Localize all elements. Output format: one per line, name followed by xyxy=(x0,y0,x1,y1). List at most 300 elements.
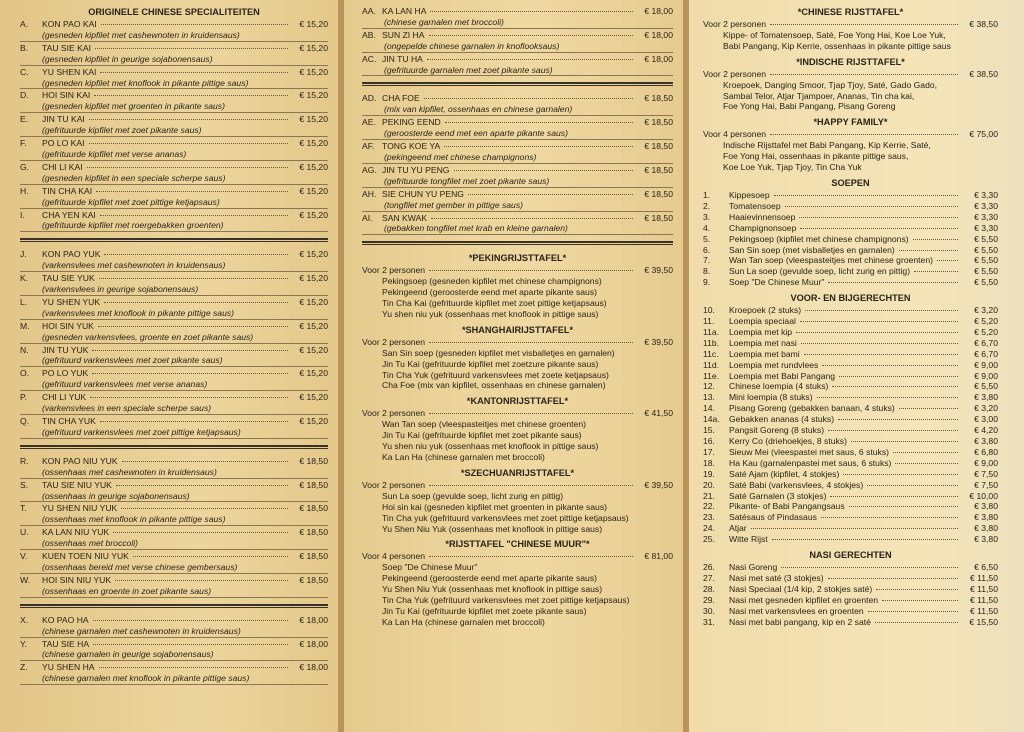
item-price: € 5,50 xyxy=(974,266,998,277)
item-price: € 5,50 xyxy=(974,381,998,392)
dish-description: (gefrituurde kipfilet met roergebakken groenten) xyxy=(20,220,328,232)
dish-row xyxy=(20,662,328,673)
menu-item-row xyxy=(703,480,998,491)
dish-row xyxy=(20,392,328,403)
divider xyxy=(362,241,673,245)
leader-dots xyxy=(876,589,958,590)
rice-table-price: € 41,50 xyxy=(644,408,673,419)
dish-row xyxy=(362,141,673,152)
leader-dots xyxy=(899,250,958,251)
dish-row xyxy=(20,639,328,650)
dish-name: JIN TU HA xyxy=(382,53,423,64)
dish-price: € 18,00 xyxy=(299,614,328,625)
item-price: € 9,00 xyxy=(974,457,998,468)
rice-table-line: Tin Cha Yuk (gefrituurd varkensvlees met zoete ketjapsaus) xyxy=(382,369,609,380)
dish-name: TONG KOE YA xyxy=(382,141,441,152)
leader-dots xyxy=(121,508,288,509)
section-title-nasi: NASI GERECHTEN xyxy=(809,550,892,561)
dish-row xyxy=(20,575,328,586)
dish-price: € 15,20 xyxy=(299,42,328,53)
dish-code: V. xyxy=(20,551,28,562)
dish-row xyxy=(20,615,328,626)
dish-price: € 18,50 xyxy=(644,188,673,199)
rice-table-line: Cha Foe (mix van kipfilet, ossenhaas en chinese garnalen) xyxy=(382,380,606,391)
item-name: Tomatensoep xyxy=(729,200,781,211)
item-name: Ha Kau (garnalenpastei met saus, 6 stuks) xyxy=(729,457,892,468)
dish-description: (gebakken tongfilet met krab en kleine garnalen) xyxy=(362,223,673,235)
item-name: Nasi met babi pangang, kip en 2 saté xyxy=(729,616,871,627)
item-name: San Sin soep (met visballetjes en garnalen) xyxy=(729,244,895,255)
menu-item-row xyxy=(703,606,998,617)
dish-row xyxy=(20,345,328,356)
leader-dots xyxy=(99,667,288,668)
dish-price: € 15,20 xyxy=(299,90,328,101)
leader-dots xyxy=(899,408,958,409)
item-number: 9. xyxy=(703,277,711,288)
item-name: Sun La soep (gevulde soep, licht zurig en pittig) xyxy=(729,266,911,277)
dish-code: M. xyxy=(20,320,30,331)
dish-description: (gefrituurde garnalen met zoet pikante saus) xyxy=(362,65,673,77)
menu-item-row xyxy=(703,371,998,382)
rice-table-line: Yu Shen Niu Yuk (ossenhaas met knoflook in pittige saus) xyxy=(382,584,603,595)
leader-dots xyxy=(799,217,958,218)
leader-dots xyxy=(828,430,958,431)
persons-label: Voor 2 personen xyxy=(703,19,767,29)
leader-dots xyxy=(828,578,958,579)
dish-price: € 18,50 xyxy=(644,141,673,152)
item-number: 24. xyxy=(703,523,715,534)
dish-description: (gesneden kipfilet met knoflook in pikante pittige saus) xyxy=(20,78,328,90)
item-price: € 3,30 xyxy=(974,200,998,211)
rice-table-title: *SHANGHAIRIJSTTAFEL* xyxy=(461,324,574,335)
leader-dots xyxy=(843,474,958,475)
menu-item-row xyxy=(703,584,998,595)
dish-price: € 15,20 xyxy=(299,66,328,77)
item-name: Loempia met rundvlees xyxy=(729,359,819,370)
dish-row xyxy=(20,368,328,379)
dish-code: F. xyxy=(20,138,27,149)
dish-code: D. xyxy=(20,90,29,101)
dish-description: (ossenhaas met knoflook in pikante pittige saus) xyxy=(20,514,328,526)
rice-table-price: € 81,00 xyxy=(644,551,673,562)
leader-dots xyxy=(914,271,958,272)
dish-description: (varkensvlees in geurige sojabonensaus) xyxy=(20,284,328,296)
dish-name: TIN CHA YUK xyxy=(42,416,96,426)
rice-table-title: *SZECHUANRIJSTTAFEL* xyxy=(460,467,575,478)
dish-description: (ossenhaas en groente in zoet pikante saus) xyxy=(20,586,328,598)
leader-dots xyxy=(429,342,633,343)
dish-code: E. xyxy=(20,114,29,125)
dish-code: G. xyxy=(20,161,30,172)
item-price: € 11,50 xyxy=(969,572,998,583)
dish-code: T. xyxy=(20,503,27,514)
leader-dots xyxy=(87,167,288,168)
dish-name: KUEN TOEN NIU YUK xyxy=(42,551,129,562)
item-name: Gebakken ananas (4 stuks) xyxy=(729,414,835,425)
item-number: 28. xyxy=(703,583,715,594)
nasi-list xyxy=(703,562,998,627)
leader-dots xyxy=(104,254,288,255)
dish-description: (gesneden kipfilet met cashewnoten in kruidensaus) xyxy=(20,30,328,42)
leader-dots xyxy=(751,528,958,529)
rice-table-line: Yu Shen Niu Yuk (ossenhaas met knoflook in pittige saus) xyxy=(382,523,603,534)
dish-description: (chinese garnalen in geurige sojabonensaus) xyxy=(20,649,328,661)
item-name: Champignonsoep xyxy=(729,222,797,233)
dish-description: (chinese garnalen met cashewnoten in kruidensaus) xyxy=(20,626,328,638)
leader-dots xyxy=(92,350,288,351)
dish-price: € 18,50 xyxy=(644,93,673,104)
item-price: € 5,50 xyxy=(974,244,998,255)
rice-table-persons-row xyxy=(703,129,998,140)
item-number: 6. xyxy=(703,244,711,255)
dish-code: AE. xyxy=(362,117,376,128)
item-number: 14. xyxy=(703,403,715,414)
menu-item-row xyxy=(703,190,998,201)
dish-code: J. xyxy=(20,249,27,260)
dish-code: R. xyxy=(20,455,29,466)
leader-dots xyxy=(895,463,958,464)
leader-dots xyxy=(429,270,633,271)
item-number: 1. xyxy=(703,189,711,200)
item-number: 11d. xyxy=(703,359,720,370)
dish-price: € 18,50 xyxy=(644,164,673,175)
item-price: € 3,20 xyxy=(974,305,998,316)
item-number: 29. xyxy=(703,594,715,605)
item-name: Pekingsoep (kipfilet met chinese champignons) xyxy=(729,233,909,244)
item-price: € 6,50 xyxy=(974,562,998,573)
item-price: € 3,20 xyxy=(974,403,998,414)
dish-code: AB. xyxy=(362,29,376,40)
menu-panel-left xyxy=(0,0,338,732)
item-price: € 6,80 xyxy=(974,446,998,457)
rice-table-persons-row xyxy=(362,265,673,276)
dish-row xyxy=(20,138,328,149)
dish-price: € 18,50 xyxy=(299,574,328,585)
leader-dots xyxy=(116,485,288,486)
leader-dots xyxy=(113,532,288,533)
dish-code: S. xyxy=(20,479,29,490)
menu-item-row xyxy=(703,381,998,392)
item-name: Kerry Co (driehoekjes, 8 stuks) xyxy=(729,436,847,446)
dish-description: (ossenhaas met cashewnoten in kruidensaus) xyxy=(20,467,328,479)
persons-label: Voor 2 personen xyxy=(362,265,426,276)
item-name: Saté Ajam (kipfilet, 4 stokjes) xyxy=(729,468,840,479)
rice-table-line: Ka Lan Ha (chinese garnalen met broccoli) xyxy=(382,452,545,462)
rice-table-line: Kippe- of Tomatensoep, Saté, Foe Yong Hai, Koe Loe Yuk, xyxy=(723,29,946,40)
dish-price: € 15,20 xyxy=(299,296,328,307)
dish-price: € 18,50 xyxy=(299,479,328,490)
item-name: Satésaus of Pindasaus xyxy=(729,512,817,523)
dish-price: € 18,50 xyxy=(299,527,328,538)
dish-group-shrimp-more xyxy=(362,6,673,76)
dish-code: AD. xyxy=(362,93,377,104)
item-name: Nasi met saté (3 stokjes) xyxy=(729,572,824,583)
dish-row xyxy=(20,503,328,514)
rice-table-persons-row xyxy=(362,337,673,348)
item-name: Loempia speciaal xyxy=(729,316,796,327)
item-number: 4. xyxy=(703,222,711,233)
item-number: 11a. xyxy=(703,326,720,337)
item-number: 30. xyxy=(703,605,715,616)
spacer xyxy=(362,628,673,632)
dish-name: CHA FOE xyxy=(382,93,420,104)
rice-table-line: Jin Tu Kai (gefrituurde kipfilet met zoete pikante saus) xyxy=(382,605,587,616)
leader-dots xyxy=(99,278,288,279)
dish-row xyxy=(362,6,673,17)
item-number: 14a. xyxy=(703,414,720,425)
menu-item-row xyxy=(703,469,998,480)
leader-dots xyxy=(429,35,634,36)
menu-item-row xyxy=(703,436,998,447)
dish-description: (varkensvlees met knoflook in pikante pittige saus) xyxy=(20,308,328,320)
rice-table-price: € 75,00 xyxy=(969,129,998,140)
item-price: € 5,50 xyxy=(974,233,998,244)
leader-dots xyxy=(92,373,288,374)
dish-row xyxy=(20,527,328,538)
rice-table-title: *CHINESE RIJSTTAFEL* xyxy=(797,7,904,17)
dish-code: Q. xyxy=(20,416,30,426)
leader-dots xyxy=(796,332,958,333)
item-number: 22. xyxy=(703,501,715,512)
dish-description: (gefrituurd varkensvlees met zoet pittige ketjapsaus) xyxy=(20,427,328,439)
dish-price: € 15,20 xyxy=(299,19,328,29)
item-price: € 9,00 xyxy=(974,370,998,381)
rice-table-line: Babi Pangang, Kip Kerrie, ossenhaas in pikante pittige saus xyxy=(723,40,951,51)
rice-table-line: Foe Yong Hai, Babi Pangang, Pisang Goreng xyxy=(723,101,896,112)
item-name: Chinese loempia (4 stuks) xyxy=(729,381,829,392)
dish-name: KA LAN NIU YUK xyxy=(42,527,110,538)
item-number: 11e. xyxy=(703,370,720,381)
dish-code: L. xyxy=(20,296,28,307)
item-price: € 9,00 xyxy=(974,359,998,370)
item-number: 7. xyxy=(703,255,711,266)
rice-table-line: Pekingeend (geroosterde eend met aparte pikante saus) xyxy=(382,573,597,584)
leader-dots xyxy=(90,397,288,398)
dish-price: € 15,20 xyxy=(299,161,328,172)
dish-row xyxy=(20,67,328,78)
leader-dots xyxy=(424,98,633,99)
dish-price: € 15,20 xyxy=(299,320,328,331)
item-price: € 15,50 xyxy=(969,616,998,627)
dish-code: AA. xyxy=(362,6,376,16)
persons-label: Voor 4 personen xyxy=(703,129,767,140)
dish-name: KON PAO NIU YUK xyxy=(42,455,118,466)
rice-table-persons-row xyxy=(362,551,673,562)
dish-code: AG. xyxy=(362,164,377,175)
dish-row xyxy=(362,30,673,41)
leader-dots xyxy=(93,644,288,645)
rice-table-line: Tin Cha Kai (gefrituurde kipfilet met zoet pittige ketjapsaus) xyxy=(382,298,607,309)
dish-description: (gefrituurde tongfilet met zoet pikante saus) xyxy=(362,176,673,188)
leader-dots xyxy=(122,461,288,462)
leader-dots xyxy=(893,452,958,453)
dish-description: (tongfilet met gember in pittige saus) xyxy=(362,200,673,212)
dish-name: HOI SIN KAI xyxy=(42,90,91,101)
dish-price: € 15,20 xyxy=(299,138,328,149)
leader-dots xyxy=(772,539,958,540)
dish-description: (mix van kipfilet, ossenhaas en chinese garnalen) xyxy=(362,104,673,116)
dish-row xyxy=(362,93,673,104)
item-price: € 4,20 xyxy=(974,425,998,436)
item-name: Loempia met nasi xyxy=(729,337,797,348)
item-number: 25. xyxy=(703,534,715,545)
dish-code: AH. xyxy=(362,188,377,199)
item-name: Loempia met bami xyxy=(729,348,800,359)
item-name: Witte Rijst xyxy=(729,534,768,545)
rice-table-line: Jin Tu Kai (gefrituurde kipfilet met zoet pikante saus) xyxy=(382,430,582,441)
dish-code: N. xyxy=(20,344,29,355)
leader-dots xyxy=(805,310,958,311)
section-title-starters: VOOR- EN BIJGERECHTEN xyxy=(790,293,911,304)
item-price: € 3,30 xyxy=(974,222,998,233)
menu-item-row xyxy=(703,212,998,223)
dish-price: € 15,20 xyxy=(299,249,328,260)
soup-list xyxy=(703,190,998,288)
divider xyxy=(20,604,328,608)
dish-price: € 15,20 xyxy=(299,392,328,403)
leader-dots xyxy=(133,556,288,557)
leader-dots xyxy=(830,496,958,497)
item-number: 21. xyxy=(703,490,715,501)
item-price: € 7,50 xyxy=(974,468,998,479)
item-number: 10. xyxy=(703,305,715,316)
dish-description: (gefrituurd varkensvlees met zoet pikante saus) xyxy=(20,355,328,367)
dish-row xyxy=(20,456,328,467)
dish-row xyxy=(362,189,673,200)
dish-code: C. xyxy=(20,66,29,77)
dish-name: HOI SIN YUK xyxy=(42,320,94,331)
leader-dots xyxy=(100,421,288,422)
item-name: Nasi met varkensvlees en groenten xyxy=(729,605,864,616)
item-name: Pikante- of Babi Pangangsaus xyxy=(729,501,845,512)
dish-price: € 18,00 xyxy=(644,29,673,40)
leader-dots xyxy=(100,72,288,73)
leader-dots xyxy=(430,11,633,12)
dish-code: P. xyxy=(20,392,28,403)
dish-name: TAU SIE NIU YUK xyxy=(42,479,112,490)
dish-description: (gesneden varkensvlees, groente en zoet pikante saus) xyxy=(20,332,328,344)
menu-item-row xyxy=(703,277,998,288)
menu-item-row xyxy=(703,534,998,545)
item-price: € 6,70 xyxy=(974,348,998,359)
dish-price: € 18,00 xyxy=(299,638,328,649)
item-name: Haaievinnensoep xyxy=(729,211,796,222)
dish-row xyxy=(20,480,328,491)
dish-code: A. xyxy=(20,19,29,29)
rice-table-line: Tin Cha yuk (gefrituurd varkensvlees met zoet pittige ketjapsaus) xyxy=(382,512,629,523)
leader-dots xyxy=(431,218,633,219)
dish-name: TAU SIE HA xyxy=(42,638,90,649)
dish-description: (gesneden kipfilet met groenten in pikante saus) xyxy=(20,101,328,113)
dish-name: CHI LI YUK xyxy=(42,392,87,403)
item-price: € 3,30 xyxy=(974,211,998,222)
dish-price: € 18,00 xyxy=(644,53,673,64)
dish-group-shrimp xyxy=(20,615,328,685)
menu-item-row xyxy=(703,617,998,628)
leader-dots xyxy=(770,74,958,75)
item-price: € 3,00 xyxy=(974,414,998,425)
dish-row xyxy=(20,321,328,332)
leader-dots xyxy=(429,556,633,557)
rice-table-price: € 38,50 xyxy=(969,19,998,29)
dish-name: YU SHEN YUK xyxy=(42,296,101,307)
dish-description: (ossenhaas met broccoli) xyxy=(20,538,328,550)
rice-table-title: *RIJSTTAFEL "CHINESE MUUR"* xyxy=(445,539,590,550)
menu-item-row xyxy=(703,245,998,256)
rice-table-persons-row xyxy=(362,480,673,491)
persons-label: Voor 4 personen xyxy=(362,551,426,562)
dish-row xyxy=(362,165,673,176)
dish-code: AI. xyxy=(362,212,373,223)
dish-code: B. xyxy=(20,42,29,53)
menu-item-row xyxy=(703,201,998,212)
item-name: Atjar xyxy=(729,523,747,534)
menu-item-row xyxy=(703,338,998,349)
persons-label: Voor 2 personen xyxy=(703,68,767,79)
rice-table-persons-row xyxy=(703,19,998,30)
dish-code: U. xyxy=(20,527,29,538)
dish-name: TAU SIE KAI xyxy=(42,42,92,53)
dish-description: (chinese garnalen met knoflook in pikante pittige saus) xyxy=(20,673,328,685)
rice-table-line: Ka Lan Ha (chinese garnalen met broccoli) xyxy=(382,616,545,627)
divider xyxy=(20,238,328,242)
item-price: € 10,00 xyxy=(969,490,998,501)
dish-row xyxy=(20,114,328,125)
dish-code: O. xyxy=(20,368,30,379)
dish-row xyxy=(20,210,328,221)
item-price: € 3,80 xyxy=(974,512,998,523)
divider xyxy=(362,82,673,86)
dish-row xyxy=(362,54,673,65)
persons-label: Voor 2 personen xyxy=(362,336,426,347)
item-price: € 3,80 xyxy=(974,501,998,512)
dish-name: SUN ZI HA xyxy=(382,29,425,40)
leader-dots xyxy=(801,343,958,344)
item-number: 27. xyxy=(703,572,715,583)
leader-dots xyxy=(804,354,958,355)
menu-item-row xyxy=(703,360,998,371)
item-name: Sieuw Mei (vleespastei met saus, 6 stuks) xyxy=(729,446,889,457)
menu-item-row xyxy=(703,414,998,425)
dish-code: AF. xyxy=(362,141,375,152)
leader-dots xyxy=(821,517,958,518)
divider xyxy=(20,445,328,449)
rice-table-line: Yu shen niu yuk (ossenhaas met knoflook in pittige saus) xyxy=(382,441,599,452)
leader-dots xyxy=(427,59,633,60)
menu-item-row xyxy=(703,255,998,266)
dish-group-pork xyxy=(20,249,328,439)
leader-dots xyxy=(94,95,288,96)
dish-name: TAU SIE YUK xyxy=(42,273,95,284)
item-name: Nasi Speciaal (1/4 kip, 2 stokjes saté) xyxy=(729,583,873,594)
dish-code: K. xyxy=(20,273,29,284)
leader-dots xyxy=(100,215,288,216)
dish-price: € 18,50 xyxy=(644,212,673,223)
leader-dots xyxy=(429,413,633,414)
dish-description: (chinese garnalen met broccoli) xyxy=(362,17,673,29)
rice-table-title: *KANTONRIJSTTAFEL* xyxy=(466,396,569,407)
menu-item-row xyxy=(703,595,998,606)
leader-dots xyxy=(838,419,958,420)
dish-price: € 18,50 xyxy=(299,551,328,562)
item-number: 31. xyxy=(703,616,715,627)
item-name: Soep "De Chinese Muur" xyxy=(729,277,825,288)
leader-dots xyxy=(98,326,288,327)
item-number: 19. xyxy=(703,468,715,479)
item-name: Saté Babi (varkensvlees, 4 stokjes) xyxy=(729,479,864,490)
item-number: 11. xyxy=(703,316,715,327)
item-number: 11c. xyxy=(703,348,719,359)
